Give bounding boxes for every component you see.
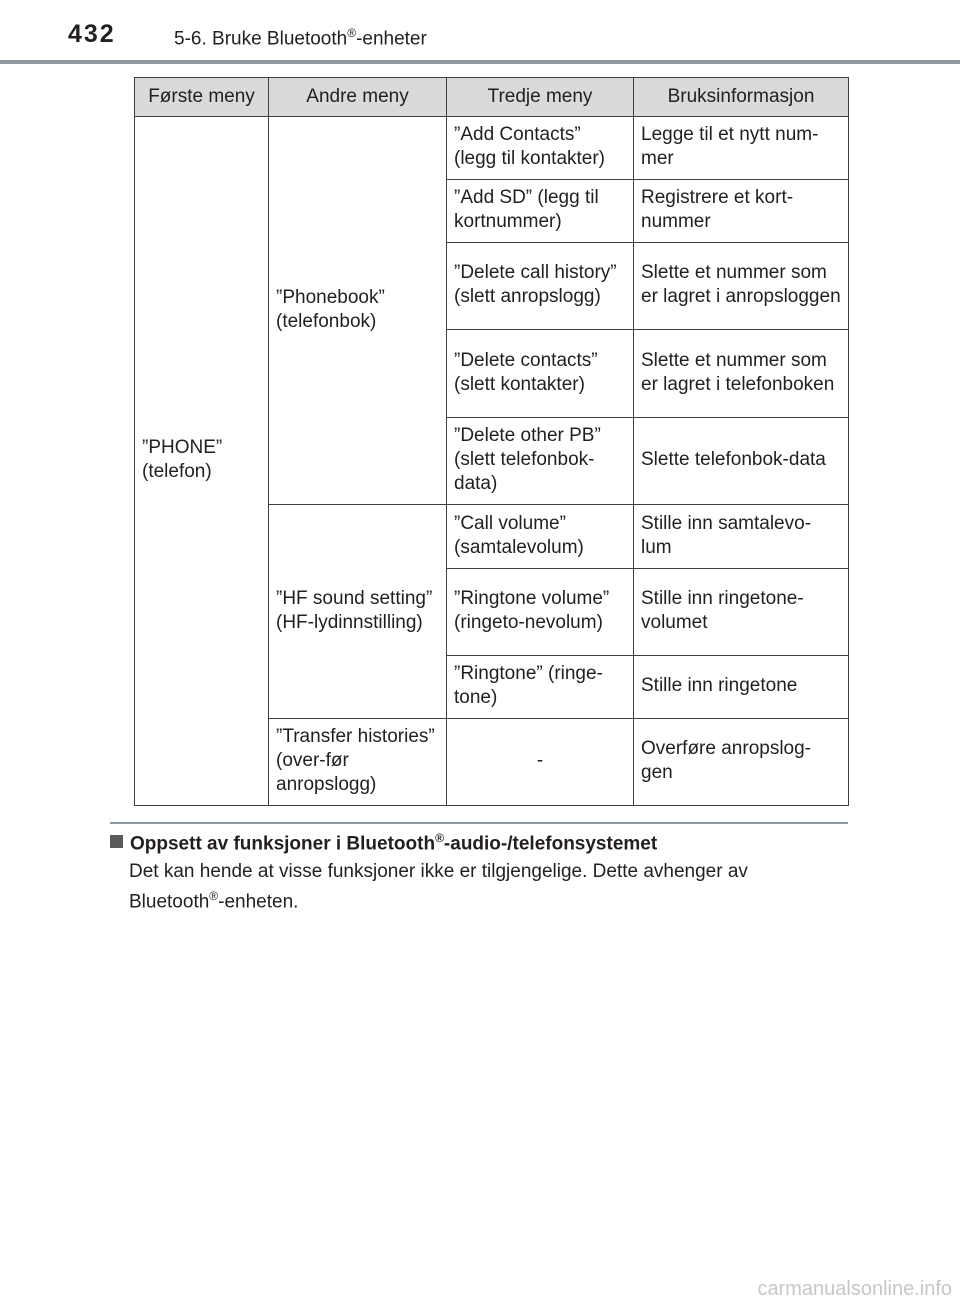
third-menu-cell: ”Delete other PB” (slett telefonbok-data): [447, 418, 634, 505]
second-menu-hf-sound: ”HF sound setting” (HF-lydinnstilling): [269, 505, 447, 719]
section-title: [174, 26, 427, 50]
page-header: [0, 0, 960, 66]
usage-info-cell: Registrere et kort-nummer: [634, 180, 849, 243]
column-header-third-menu: Tredje meny: [447, 78, 634, 117]
column-header-usage-info: Bruksinformasjon: [634, 78, 849, 117]
header-rule: [0, 60, 960, 64]
third-menu-cell: ”Add Contacts” (legg til kontakter): [447, 117, 634, 180]
body-line-2-suffix: -enheten.: [218, 891, 299, 913]
usage-info-cell: Stille inn ringetone-volumet: [634, 569, 849, 656]
second-menu-phonebook: ”Phonebook” (telefonbok): [269, 117, 447, 505]
watermark: carmanualsonline.info: [757, 1278, 952, 1300]
registered-mark: ®: [435, 831, 444, 845]
third-menu-cell: -: [447, 719, 634, 806]
third-menu-cell: ”Call volume” (samtalevolum): [447, 505, 634, 569]
body-paragraph: [129, 860, 841, 914]
column-header-first-menu: Første meny: [135, 78, 269, 117]
table-row: [135, 117, 849, 180]
usage-info-cell: Slette et nummer som er lagret i telefonboken: [634, 330, 849, 418]
third-menu-cell: ”Delete contacts” (slett kontakter): [447, 330, 634, 418]
third-menu-cell: ”Add SD” (legg til kortnummer): [447, 180, 634, 243]
first-menu-cell: ”PHONE” (telefon): [135, 117, 269, 806]
body-line-1: Det kan hende at visse funksjoner ikke er tilgjengelige. Dette avhenger av: [129, 861, 748, 882]
usage-info-cell: Overføre anropslog-gen: [634, 719, 849, 806]
second-menu-transfer: ”Transfer histories” (over-før anropslogg): [269, 719, 447, 806]
third-menu-cell: ”Ringtone volume” (ringeto-nevolum): [447, 569, 634, 656]
usage-info-cell: Slette telefonbok-data: [634, 418, 849, 505]
subheading-prefix: Oppsett av funksjoner i Bluetooth: [130, 833, 436, 855]
third-menu-cell: ”Delete call history” (slett anropslogg): [447, 243, 634, 330]
usage-info-cell: Slette et nummer som er lagret i anropsloggen: [634, 243, 849, 330]
usage-info-cell: Legge til et nytt num-mer: [634, 117, 849, 180]
registered-mark: ®: [347, 26, 357, 40]
body-brand: Bluetooth: [129, 891, 210, 913]
section-title-prefix: 5-6. Bruke Bluetooth: [174, 28, 348, 50]
table-header-row: [135, 78, 849, 117]
section-title-suffix: -enheter: [356, 28, 427, 50]
column-header-second-menu: Andre meny: [269, 78, 447, 117]
third-menu-cell: ”Ringtone” (ringe-tone): [447, 656, 634, 719]
usage-info-cell: Stille inn ringetone: [634, 656, 849, 719]
menu-table: [134, 77, 849, 806]
usage-info-cell: Stille inn samtalevo-lum: [634, 505, 849, 569]
registered-mark: ®: [209, 889, 219, 903]
page-number: 432: [68, 20, 116, 48]
square-bullet-icon: [110, 835, 123, 848]
section-divider: [110, 822, 848, 824]
subheading: [110, 831, 657, 855]
subheading-suffix: -audio-/telefonsystemet: [443, 833, 658, 855]
